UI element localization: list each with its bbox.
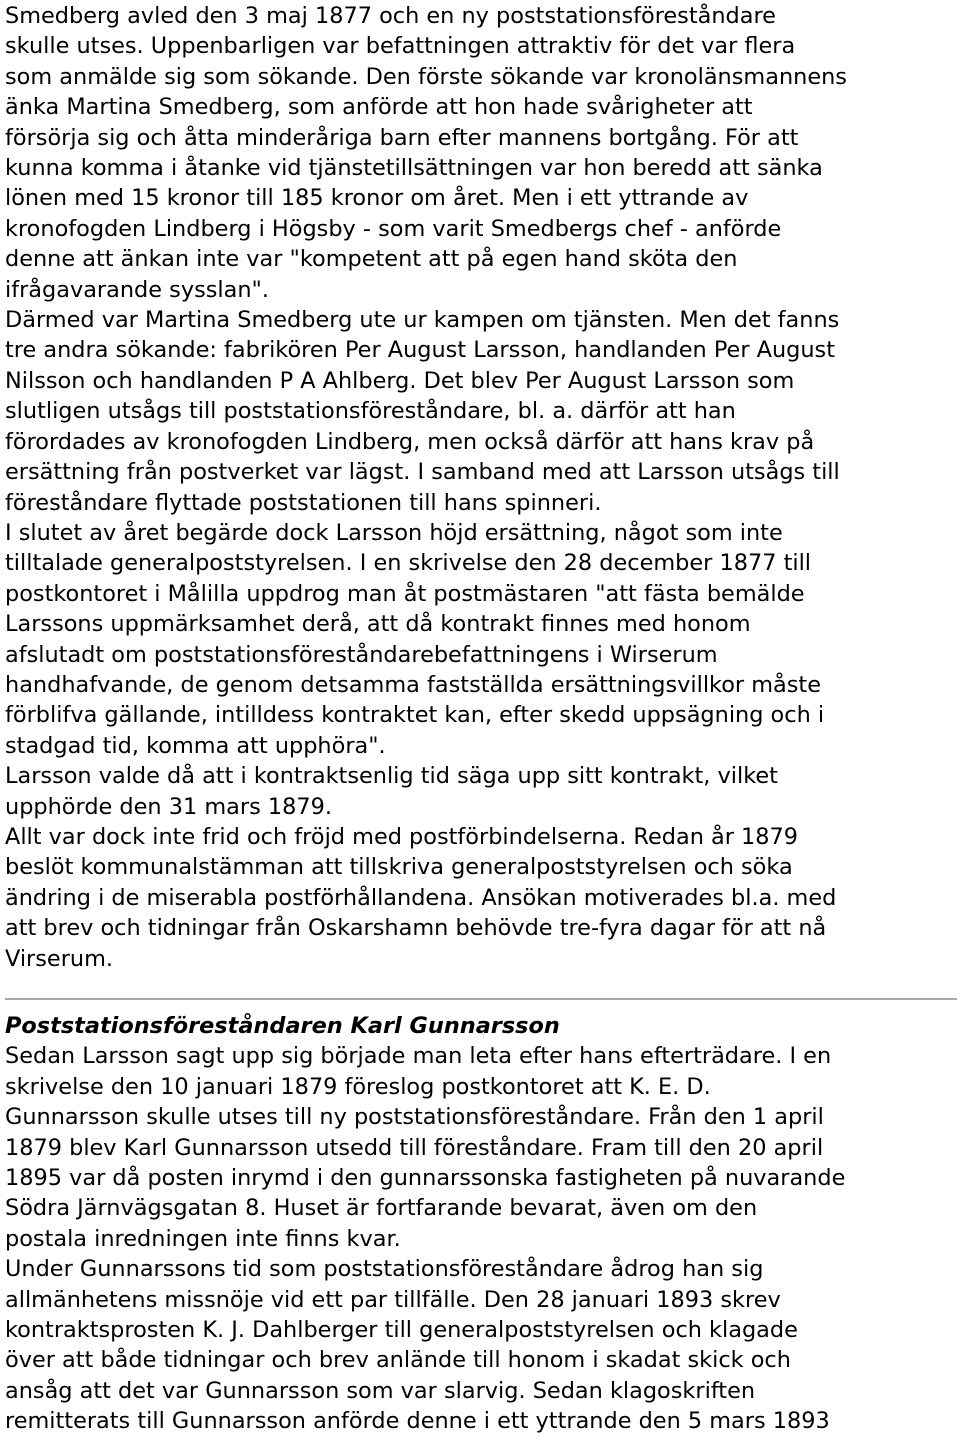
body-text-section-2 xyxy=(5,1011,845,1437)
text-line: att brev och tidningar från Oskarshamn behövde tre-fyra dagar för att nå xyxy=(5,915,827,942)
text-line: Larsson valde då att i kontraktsenlig tid säga upp sitt kontrakt, vilket xyxy=(5,763,778,790)
text-line: Sedan Larsson sagt upp sig började man leta efter hans efterträdare. I en xyxy=(5,1043,832,1070)
text-line: beslöt kommunalstämman att tillskriva generalpoststyrelsen och söka xyxy=(5,854,793,881)
text-line: lönen med 15 kronor till 185 kronor om året. Men i ett yttrande av xyxy=(5,185,749,212)
text-line: som anmälde sig som sökande. Den förste sökande var kronolänsmannens xyxy=(5,63,847,90)
text-line: förordades av kronofogden Lindberg, men också därför att hans krav på xyxy=(5,428,815,455)
text-line: Virserum. xyxy=(5,945,114,972)
text-line: kunna komma i åtanke vid tjänstetillsättningen var hon beredd att sänka xyxy=(5,155,823,182)
text-line: afslutadt om poststationsföreståndarebefattningens i Wirserum xyxy=(5,641,718,668)
text-line: denne att änkan inte var "kompetent att på egen hand sköta den xyxy=(5,246,738,273)
text-line: Allt var dock inte frid och fröjd med postförbindelserna. Redan år 1879 xyxy=(5,823,799,850)
text-line: försörja sig och åtta minderåriga barn efter mannens bortgång. För att xyxy=(5,124,799,151)
text-line: allmänhetens missnöje vid ett par tillfälle. Den 28 januari 1893 skrev xyxy=(5,1286,781,1313)
text-line: skulle utses. Uppenbarligen var befattningen attraktiv för det var flera xyxy=(5,33,796,60)
text-line: ifrågavarande sysslan". xyxy=(5,276,269,303)
text-line: upphörde den 31 mars 1879. xyxy=(5,793,332,820)
text-line: Under Gunnarssons tid som poststationsföreståndare ådrog han sig xyxy=(5,1256,764,1283)
text-line: Södra Järnvägsgatan 8. Huset är fortfarande bevarat, även om den xyxy=(5,1195,758,1222)
text-line: I slutet av året begärde dock Larsson höjd ersättning, något som inte xyxy=(5,519,783,546)
text-line: skrivelse den 10 januari 1879 föreslog postkontoret att K. E. D. xyxy=(5,1073,711,1100)
text-line: stadgad tid, komma att upphöra". xyxy=(5,732,386,759)
text-line: förblifva gällande, intilldess kontraktet kan, efter skedd uppsägning och i xyxy=(5,702,825,729)
text-line: ändring i de miserabla postförhållandena. Ansökan motiverades bl.a. med xyxy=(5,884,837,911)
section-divider xyxy=(5,998,957,1000)
text-line: kronofogden Lindberg i Högsby - som varit Smedbergs chef - anförde xyxy=(5,215,782,242)
text-line: remitterats till Gunnarsson anförde denne i ett yttrande den 5 mars 1893 xyxy=(5,1408,830,1435)
section-heading: Poststationsföreståndaren Karl Gunnarsson xyxy=(5,1013,560,1039)
text-line: ersättning från postverket var lägst. I samband med att Larsson utsågs till xyxy=(5,459,840,486)
text-line: Larssons uppmärksamhet derå, att då kontrakt finnes med honom xyxy=(5,611,751,638)
text-line: änka Martina Smedberg, som anförde att hon hade svårigheter att xyxy=(5,94,753,121)
body-text-section-1 xyxy=(5,1,847,974)
text-line: postkontoret i Målilla uppdrog man åt postmästaren "att fästa bemälde xyxy=(5,580,805,607)
text-line: föreståndare flyttade poststationen till hans spinneri. xyxy=(5,489,602,516)
text-line: Smedberg avled den 3 maj 1877 och en ny poststationsföreståndare xyxy=(5,3,776,29)
text-line: Nilsson och handlanden P A Ahlberg. Det blev Per August Larsson som xyxy=(5,367,795,394)
text-line: Gunnarsson skulle utses till ny poststationsföreståndare. Från den 1 april xyxy=(5,1104,824,1131)
text-line: tilltalade generalpoststyrelsen. I en skrivelse den 28 december 1877 till xyxy=(5,550,812,577)
text-line: slutligen utsågs till poststationsföreståndare, bl. a. därför att han xyxy=(5,398,736,425)
text-line: Därmed var Martina Smedberg ute ur kampen om tjänsten. Men det fanns xyxy=(5,307,840,334)
text-line: handhafvande, de genom detsamma fastställda ersättningsvillkor måste xyxy=(5,671,821,698)
text-line: kontraktsprosten K. J. Dahlberger till generalpoststyrelsen och klagade xyxy=(5,1317,798,1344)
text-line: tre andra sökande: fabrikören Per August Larsson, handlanden Per August xyxy=(5,337,835,364)
text-line: över att både tidningar och brev anlände till honom i skadat skick och xyxy=(5,1347,791,1374)
text-line: 1895 var då posten inrymd i den gunnarssonska fastigheten på nuvarande xyxy=(5,1165,846,1192)
text-line: ansåg att det var Gunnarsson som var slarvig. Sedan klagoskriften xyxy=(5,1377,756,1404)
text-line: postala inredningen inte finns kvar. xyxy=(5,1225,401,1252)
text-line: 1879 blev Karl Gunnarsson utsedd till föreståndare. Fram till den 20 april xyxy=(5,1134,824,1161)
